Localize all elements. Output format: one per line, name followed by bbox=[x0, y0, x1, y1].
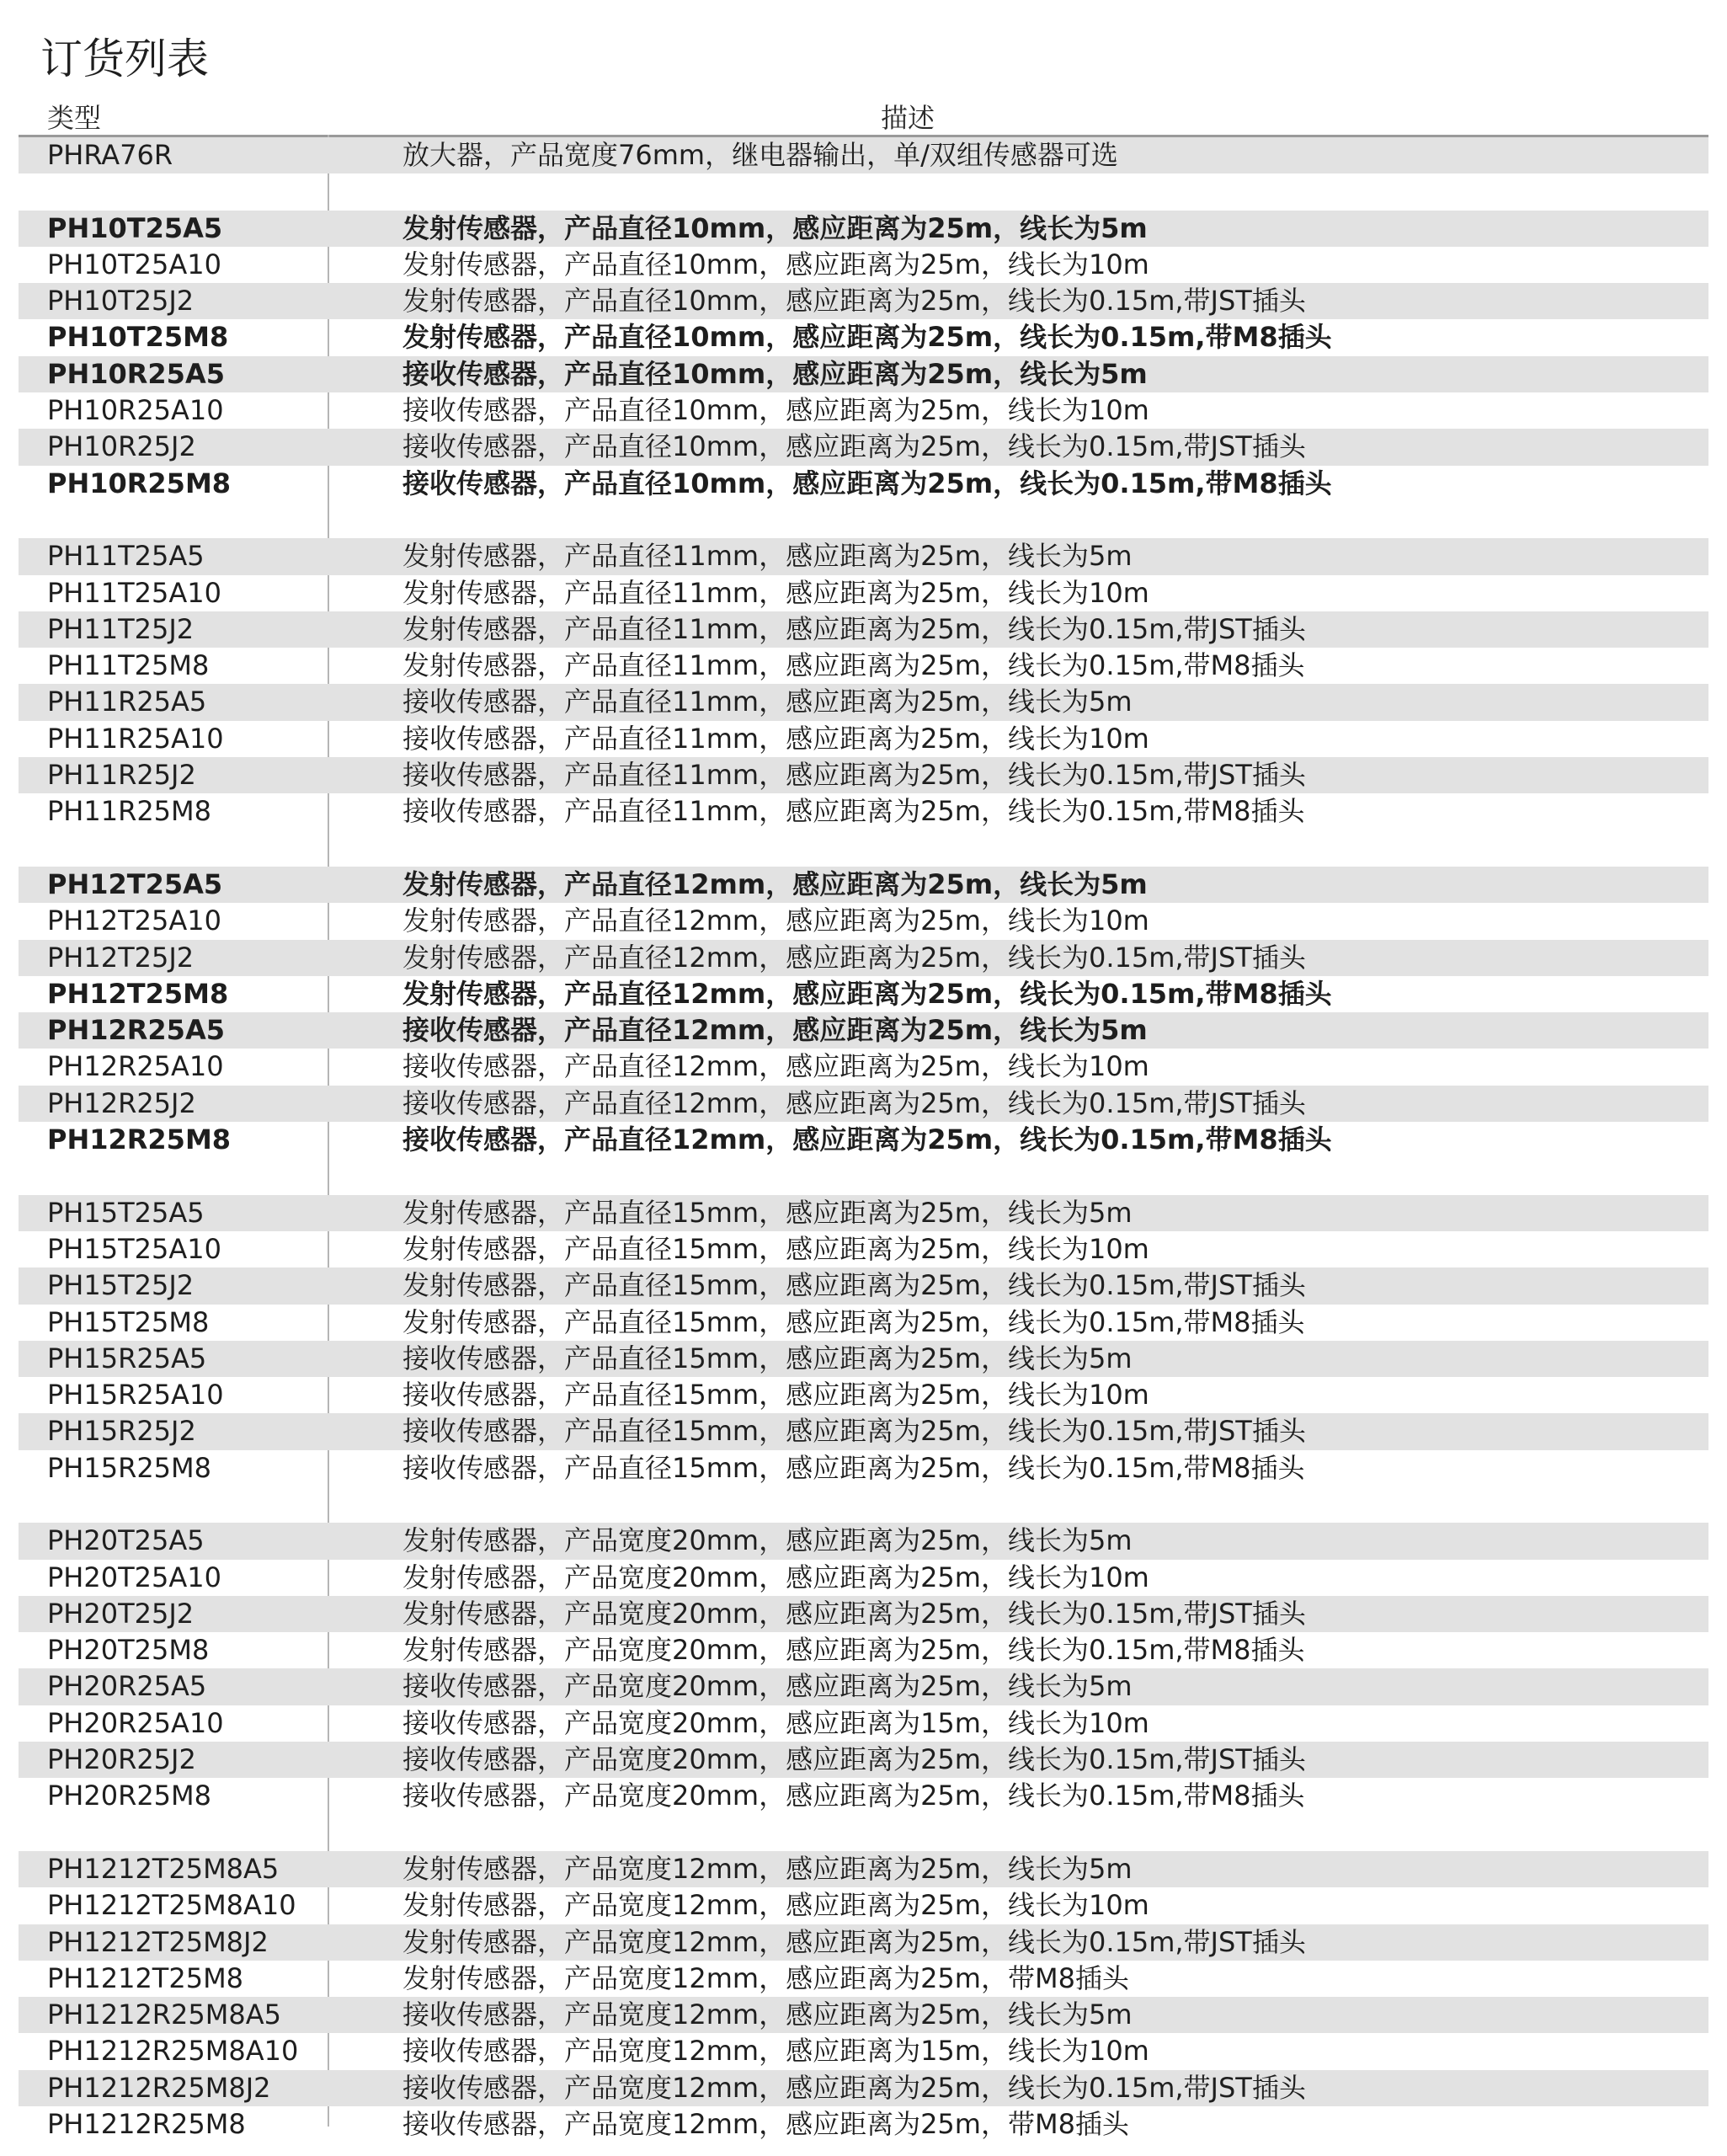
product-code: PH15R25A5 bbox=[47, 1342, 207, 1374]
product-code: PH10R25M8 bbox=[47, 467, 232, 499]
table-row bbox=[19, 1742, 1708, 1778]
product-code: PH11R25A10 bbox=[47, 722, 224, 755]
table-row bbox=[19, 356, 1708, 392]
product-description: 接收传感器，产品直径11mm，感应距离为25m，线长为0.15m,带JST插头 bbox=[402, 759, 1306, 792]
product-description: 接收传感器，产品直径15mm，感应距离为25m，线长为0.15m,带M8插头 bbox=[402, 1451, 1305, 1484]
table-row bbox=[19, 575, 1708, 611]
product-description: 接收传感器，产品直径12mm，感应距离为25m，线长为5m bbox=[402, 1014, 1148, 1047]
product-description: 发射传感器，产品宽度12mm，感应距离为25m，线长为10m bbox=[402, 1889, 1149, 1922]
page-title: 订货列表 bbox=[40, 35, 209, 83]
table-row bbox=[19, 211, 1708, 247]
product-code: PH11T25A5 bbox=[47, 540, 205, 573]
group-spacer bbox=[19, 502, 1708, 538]
product-description: 接收传感器，产品直径12mm，感应距离为25m，线长为10m bbox=[402, 1050, 1149, 1083]
table-row bbox=[19, 1413, 1708, 1449]
table-row bbox=[19, 429, 1708, 465]
table-row bbox=[19, 319, 1708, 355]
product-code: PH20T25A10 bbox=[47, 1561, 221, 1593]
product-code: PH15T25A10 bbox=[47, 1232, 221, 1265]
product-code: PH11T25J2 bbox=[47, 612, 195, 645]
table-row bbox=[19, 283, 1708, 319]
product-code: PH20T25A5 bbox=[47, 1524, 205, 1557]
product-code: PH1212R25M8A5 bbox=[47, 1999, 281, 2031]
product-description: 接收传感器，产品直径10mm，感应距离为25m，线长为0.15m,带M8插头 bbox=[402, 467, 1332, 499]
table-row bbox=[19, 721, 1708, 757]
table-row bbox=[19, 538, 1708, 574]
product-description: 发射传感器，产品直径15mm，感应距离为25m，线长为0.15m,带M8插头 bbox=[402, 1305, 1305, 1338]
product-description: 发射传感器，产品宽度20mm，感应距离为25m，线长为5m bbox=[402, 1524, 1133, 1557]
product-code: PH1212R25M8J2 bbox=[47, 2071, 271, 2104]
product-code: PH1212R25M8 bbox=[47, 2108, 246, 2141]
table-row bbox=[19, 392, 1708, 429]
table-row bbox=[19, 1012, 1708, 1049]
table-row bbox=[19, 976, 1708, 1012]
product-description: 发射传感器，产品宽度12mm，感应距离为25m，带M8插头 bbox=[402, 1961, 1129, 1994]
group-spacer bbox=[19, 173, 1708, 210]
product-description: 发射传感器，产品宽度20mm，感应距离为25m，线长为0.15m,带JST插头 bbox=[402, 1597, 1306, 1630]
table-row bbox=[19, 940, 1708, 976]
product-description: 发射传感器，产品直径10mm，感应距离为25m，线长为0.15m,带JST插头 bbox=[402, 285, 1306, 318]
product-code: PH20R25A10 bbox=[47, 1706, 224, 1739]
table-row bbox=[19, 903, 1708, 939]
table-row bbox=[19, 137, 1708, 173]
product-description: 接收传感器，产品宽度20mm，感应距离为25m，线长为5m bbox=[402, 1670, 1133, 1703]
product-description: 接收传感器，产品直径10mm，感应距离为25m，线长为10m bbox=[402, 394, 1149, 427]
table-row bbox=[19, 1851, 1708, 1887]
table-row bbox=[19, 1596, 1708, 1632]
table-row bbox=[19, 611, 1708, 648]
column-header-type: 类型 bbox=[47, 102, 102, 134]
product-description: 发射传感器，产品直径11mm，感应距离为25m，线长为5m bbox=[402, 540, 1133, 573]
group-spacer bbox=[19, 1486, 1708, 1523]
group-spacer bbox=[19, 830, 1708, 867]
product-code: PH12R25M8 bbox=[47, 1123, 232, 1156]
product-description: 接收传感器，产品直径10mm，感应距离为25m，线长为0.15m,带JST插头 bbox=[402, 430, 1306, 463]
product-description: 放大器，产品宽度76mm，继电器输出，单/双组传感器可选 bbox=[402, 139, 1118, 171]
product-description: 接收传感器，产品直径10mm，感应距离为25m，线长为5m bbox=[402, 357, 1148, 390]
product-description: 接收传感器，产品宽度12mm，感应距离为15m，线长为10m bbox=[402, 2035, 1149, 2068]
table-row bbox=[19, 1560, 1708, 1596]
product-code: PH20R25J2 bbox=[47, 1743, 196, 1776]
product-code: PH10R25A10 bbox=[47, 394, 224, 427]
table-row bbox=[19, 1195, 1708, 1231]
table-row bbox=[19, 684, 1708, 720]
product-code: PH11R25A5 bbox=[47, 686, 207, 718]
product-description: 发射传感器，产品宽度20mm，感应距离为25m，线长为0.15m,带M8插头 bbox=[402, 1634, 1305, 1667]
product-code: PH12T25A5 bbox=[47, 867, 223, 900]
product-description: 接收传感器，产品宽度20mm，感应距离为25m，线长为0.15m,带M8插头 bbox=[402, 1780, 1305, 1812]
table-row bbox=[19, 867, 1708, 903]
product-code: PH20R25A5 bbox=[47, 1670, 207, 1703]
order-table-body bbox=[19, 137, 1708, 2143]
product-description: 发射传感器，产品直径12mm，感应距离为25m，线长为0.15m,带M8插头 bbox=[402, 977, 1332, 1010]
product-code: PH12T25M8 bbox=[47, 977, 229, 1010]
product-description: 发射传感器，产品直径11mm，感应距离为25m，线长为10m bbox=[402, 576, 1149, 609]
product-description: 发射传感器，产品宽度20mm，感应距离为25m，线长为10m bbox=[402, 1561, 1149, 1593]
table-row bbox=[19, 2070, 1708, 2106]
product-description: 发射传感器，产品直径10mm，感应距离为25m，线长为5m bbox=[402, 211, 1148, 244]
product-description: 接收传感器，产品直径11mm，感应距离为25m，线长为5m bbox=[402, 686, 1133, 718]
product-description: 接收传感器，产品直径15mm，感应距离为25m，线长为5m bbox=[402, 1342, 1133, 1374]
product-code: PH1212T25M8 bbox=[47, 1961, 244, 1994]
table-row bbox=[19, 793, 1708, 830]
product-code: PH20T25J2 bbox=[47, 1597, 195, 1630]
product-code: PH20T25M8 bbox=[47, 1634, 210, 1667]
table-row bbox=[19, 247, 1708, 283]
product-code: PH12R25A5 bbox=[47, 1014, 225, 1047]
product-code: PH11R25J2 bbox=[47, 759, 196, 792]
product-code: PH10R25J2 bbox=[47, 430, 196, 463]
product-code: PH12T25A10 bbox=[47, 905, 221, 937]
product-description: 接收传感器，产品宽度20mm，感应距离为15m，线长为10m bbox=[402, 1706, 1149, 1739]
product-description: 发射传感器，产品直径11mm，感应距离为25m，线长为0.15m,带M8插头 bbox=[402, 649, 1305, 682]
table-row bbox=[19, 1049, 1708, 1085]
table-row bbox=[19, 466, 1708, 502]
product-code: PH1212T25M8A5 bbox=[47, 1852, 280, 1885]
table-row bbox=[19, 2033, 1708, 2069]
product-description: 发射传感器，产品直径15mm，感应距离为25m，线长为0.15m,带JST插头 bbox=[402, 1269, 1306, 1302]
product-description: 接收传感器，产品直径11mm，感应距离为25m，线长为10m bbox=[402, 722, 1149, 755]
table-row bbox=[19, 1961, 1708, 1997]
product-description: 接收传感器，产品宽度20mm，感应距离为25m，线长为0.15m,带JST插头 bbox=[402, 1743, 1306, 1776]
table-row bbox=[19, 1523, 1708, 1559]
product-code: PH11R25M8 bbox=[47, 795, 211, 828]
product-description: 接收传感器，产品直径11mm，感应距离为25m，线长为0.15m,带M8插头 bbox=[402, 795, 1305, 828]
product-description: 接收传感器，产品直径15mm，感应距离为25m，线长为10m bbox=[402, 1379, 1149, 1412]
table-row bbox=[19, 1668, 1708, 1705]
product-code: PH1212T25M8J2 bbox=[47, 1925, 269, 1958]
product-code: PH12R25J2 bbox=[47, 1086, 196, 1119]
product-description: 发射传感器，产品直径10mm，感应距离为25m，线长为0.15m,带M8插头 bbox=[402, 321, 1332, 354]
product-description: 发射传感器，产品直径12mm，感应距离为25m，线长为5m bbox=[402, 867, 1148, 900]
product-code: PH10T25A10 bbox=[47, 248, 221, 280]
table-row bbox=[19, 1450, 1708, 1486]
product-description: 接收传感器，产品宽度12mm，感应距离为25m，线长为0.15m,带JST插头 bbox=[402, 2071, 1306, 2104]
product-code: PH15R25M8 bbox=[47, 1451, 211, 1484]
product-code: PH20R25M8 bbox=[47, 1780, 211, 1812]
product-code: PH15R25J2 bbox=[47, 1415, 196, 1448]
column-header-description: 描述 bbox=[881, 102, 935, 134]
product-description: 接收传感器，产品直径15mm，感应距离为25m，线长为0.15m,带JST插头 bbox=[402, 1415, 1306, 1448]
product-code: PHRA76R bbox=[47, 139, 173, 171]
table-row bbox=[19, 2106, 1708, 2143]
product-description: 发射传感器，产品直径12mm，感应距离为25m，线长为0.15m,带JST插头 bbox=[402, 941, 1306, 974]
product-code: PH10R25A5 bbox=[47, 357, 225, 390]
product-description: 接收传感器，产品宽度12mm，感应距离为25m，线长为5m bbox=[402, 1999, 1133, 2031]
product-code: PH1212T25M8A10 bbox=[47, 1889, 296, 1922]
product-code: PH15T25J2 bbox=[47, 1269, 195, 1302]
product-code: PH1212R25M8A10 bbox=[47, 2035, 299, 2068]
table-row bbox=[19, 757, 1708, 793]
product-code: PH15R25A10 bbox=[47, 1379, 224, 1412]
table-row bbox=[19, 1122, 1708, 1158]
product-description: 接收传感器，产品直径12mm，感应距离为25m，线长为0.15m,带JST插头 bbox=[402, 1086, 1306, 1119]
product-code: PH15T25M8 bbox=[47, 1305, 210, 1338]
group-spacer bbox=[19, 1158, 1708, 1194]
product-code: PH11T25A10 bbox=[47, 576, 221, 609]
product-description: 接收传感器，产品直径12mm，感应距离为25m，线长为0.15m,带M8插头 bbox=[402, 1123, 1332, 1156]
product-description: 发射传感器，产品直径10mm，感应距离为25m，线长为10m bbox=[402, 248, 1149, 280]
product-description: 发射传感器，产品直径11mm，感应距离为25m，线长为0.15m,带JST插头 bbox=[402, 612, 1306, 645]
product-code: PH15T25A5 bbox=[47, 1196, 205, 1229]
table-row bbox=[19, 1231, 1708, 1267]
product-code: PH12T25J2 bbox=[47, 941, 195, 974]
product-code: PH10T25A5 bbox=[47, 211, 223, 244]
table-row bbox=[19, 648, 1708, 684]
table-row bbox=[19, 1377, 1708, 1413]
product-description: 发射传感器，产品直径15mm，感应距离为25m，线长为5m bbox=[402, 1196, 1133, 1229]
table-row bbox=[19, 1778, 1708, 1814]
product-description: 发射传感器，产品直径12mm，感应距离为25m，线长为10m bbox=[402, 905, 1149, 937]
product-description: 接收传感器，产品宽度12mm，感应距离为25m，带M8插头 bbox=[402, 2108, 1129, 2141]
group-spacer bbox=[19, 1815, 1708, 1851]
product-description: 发射传感器，产品宽度12mm，感应距离为25m，线长为0.15m,带JST插头 bbox=[402, 1925, 1306, 1958]
table-row bbox=[19, 1086, 1708, 1122]
product-description: 发射传感器，产品直径15mm，感应距离为25m，线长为10m bbox=[402, 1232, 1149, 1265]
product-code: PH10T25M8 bbox=[47, 321, 229, 354]
product-code: PH12R25A10 bbox=[47, 1050, 224, 1083]
product-code: PH11T25M8 bbox=[47, 649, 210, 682]
product-code: PH10T25J2 bbox=[47, 285, 195, 318]
table-row bbox=[19, 1341, 1708, 1377]
table-row bbox=[19, 1887, 1708, 1924]
table-row bbox=[19, 1924, 1708, 1961]
table-row bbox=[19, 1705, 1708, 1742]
table-row bbox=[19, 1305, 1708, 1341]
table-row bbox=[19, 1632, 1708, 1668]
table-row bbox=[19, 1267, 1708, 1304]
product-description: 发射传感器，产品宽度12mm，感应距离为25m，线长为5m bbox=[402, 1852, 1133, 1885]
table-row bbox=[19, 1997, 1708, 2033]
